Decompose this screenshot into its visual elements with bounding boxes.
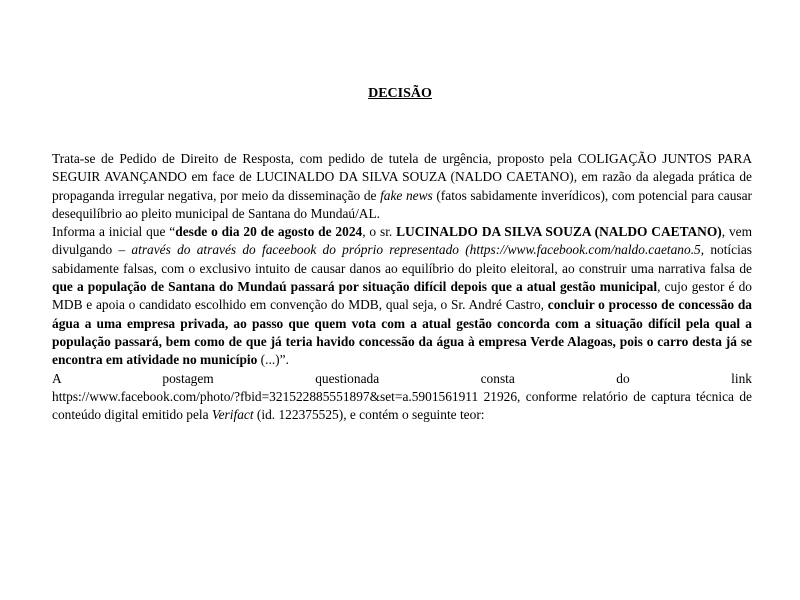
bold-segment: concluir o processo de concessão da água a uma empresa privada, ao passo que quem vota com a atual gestão concorda com a situação difícil pela qual a população passará, bem como de que já teria havido concessão da água à empresa Verde Alagoas, pois o carro desta já se encontra em atividade no município [52, 297, 752, 368]
text-segment: Informa a inicial que “ [52, 224, 176, 240]
bold-segment: que a população de Santana do Mundaú passará por situação difícil depois que a atual gestão municipal [52, 279, 658, 295]
text-segment: , cujo gestor é do MDB e apoia o candidato escolhido em convenção do MDB, qual seja, o Sr. André Castro, [52, 279, 753, 313]
text-segment: , vem divulgando – [52, 224, 752, 258]
paragraph-2 [52, 223, 752, 369]
text-segment: (id. 122375525), e contém o seguinte teor: [253, 407, 485, 423]
document-body [52, 150, 752, 424]
text-segment: , notícias sabidamente falsas, com o exclusivo intuito de causar danos ao equilíbrio do pleito eleitoral, ao construir uma narrativa falsa de [52, 242, 752, 276]
paragraph-3-line-1: A postagem questionada consta do link [52, 370, 752, 386]
paragraph-3 [52, 388, 752, 425]
italic-segment: Verifact [211, 407, 254, 423]
italic-segment: através do através do faceebook do próprio representado (https://www.facebook.com/naldo.caetano.5 [131, 242, 701, 258]
italic-segment: fake news [380, 187, 433, 203]
text-segment: Trata-se de Pedido de Direito de Resposta, com pedido de tutela de urgência, proposto pela COLIGAÇÃO JUNTOS PARA SEGUIR AVANÇANDO em face de LUCINALDO DA SILVA SOUZA (NALDO CAETANO), em razão da alegada prática de propaganda irregular negativa, por meio da disseminação de [52, 151, 752, 203]
paragraph-1 [52, 150, 752, 223]
text-segment: , o sr. [362, 224, 397, 240]
text-segment: (...)”. [257, 352, 289, 368]
link-text: https://www.facebook.com/photo/?fbid=321522885551897&set=a.5901561911 21926, conforme relatório de captura técnica de conteúdo digital emitido pela [52, 388, 752, 423]
decision-title: DECISÃO [368, 86, 432, 101]
text-segment: (fatos sabidamente inverídicos), com potencial para causar desequilíbrio ao pleito municipal de Santana do Mundaú/AL. [52, 187, 752, 221]
bold-segment: desde o dia 20 de agosto de 2024 [175, 224, 363, 240]
bold-segment: LUCINALDO DA SILVA SOUZA (NALDO CAETANO) [396, 224, 722, 240]
